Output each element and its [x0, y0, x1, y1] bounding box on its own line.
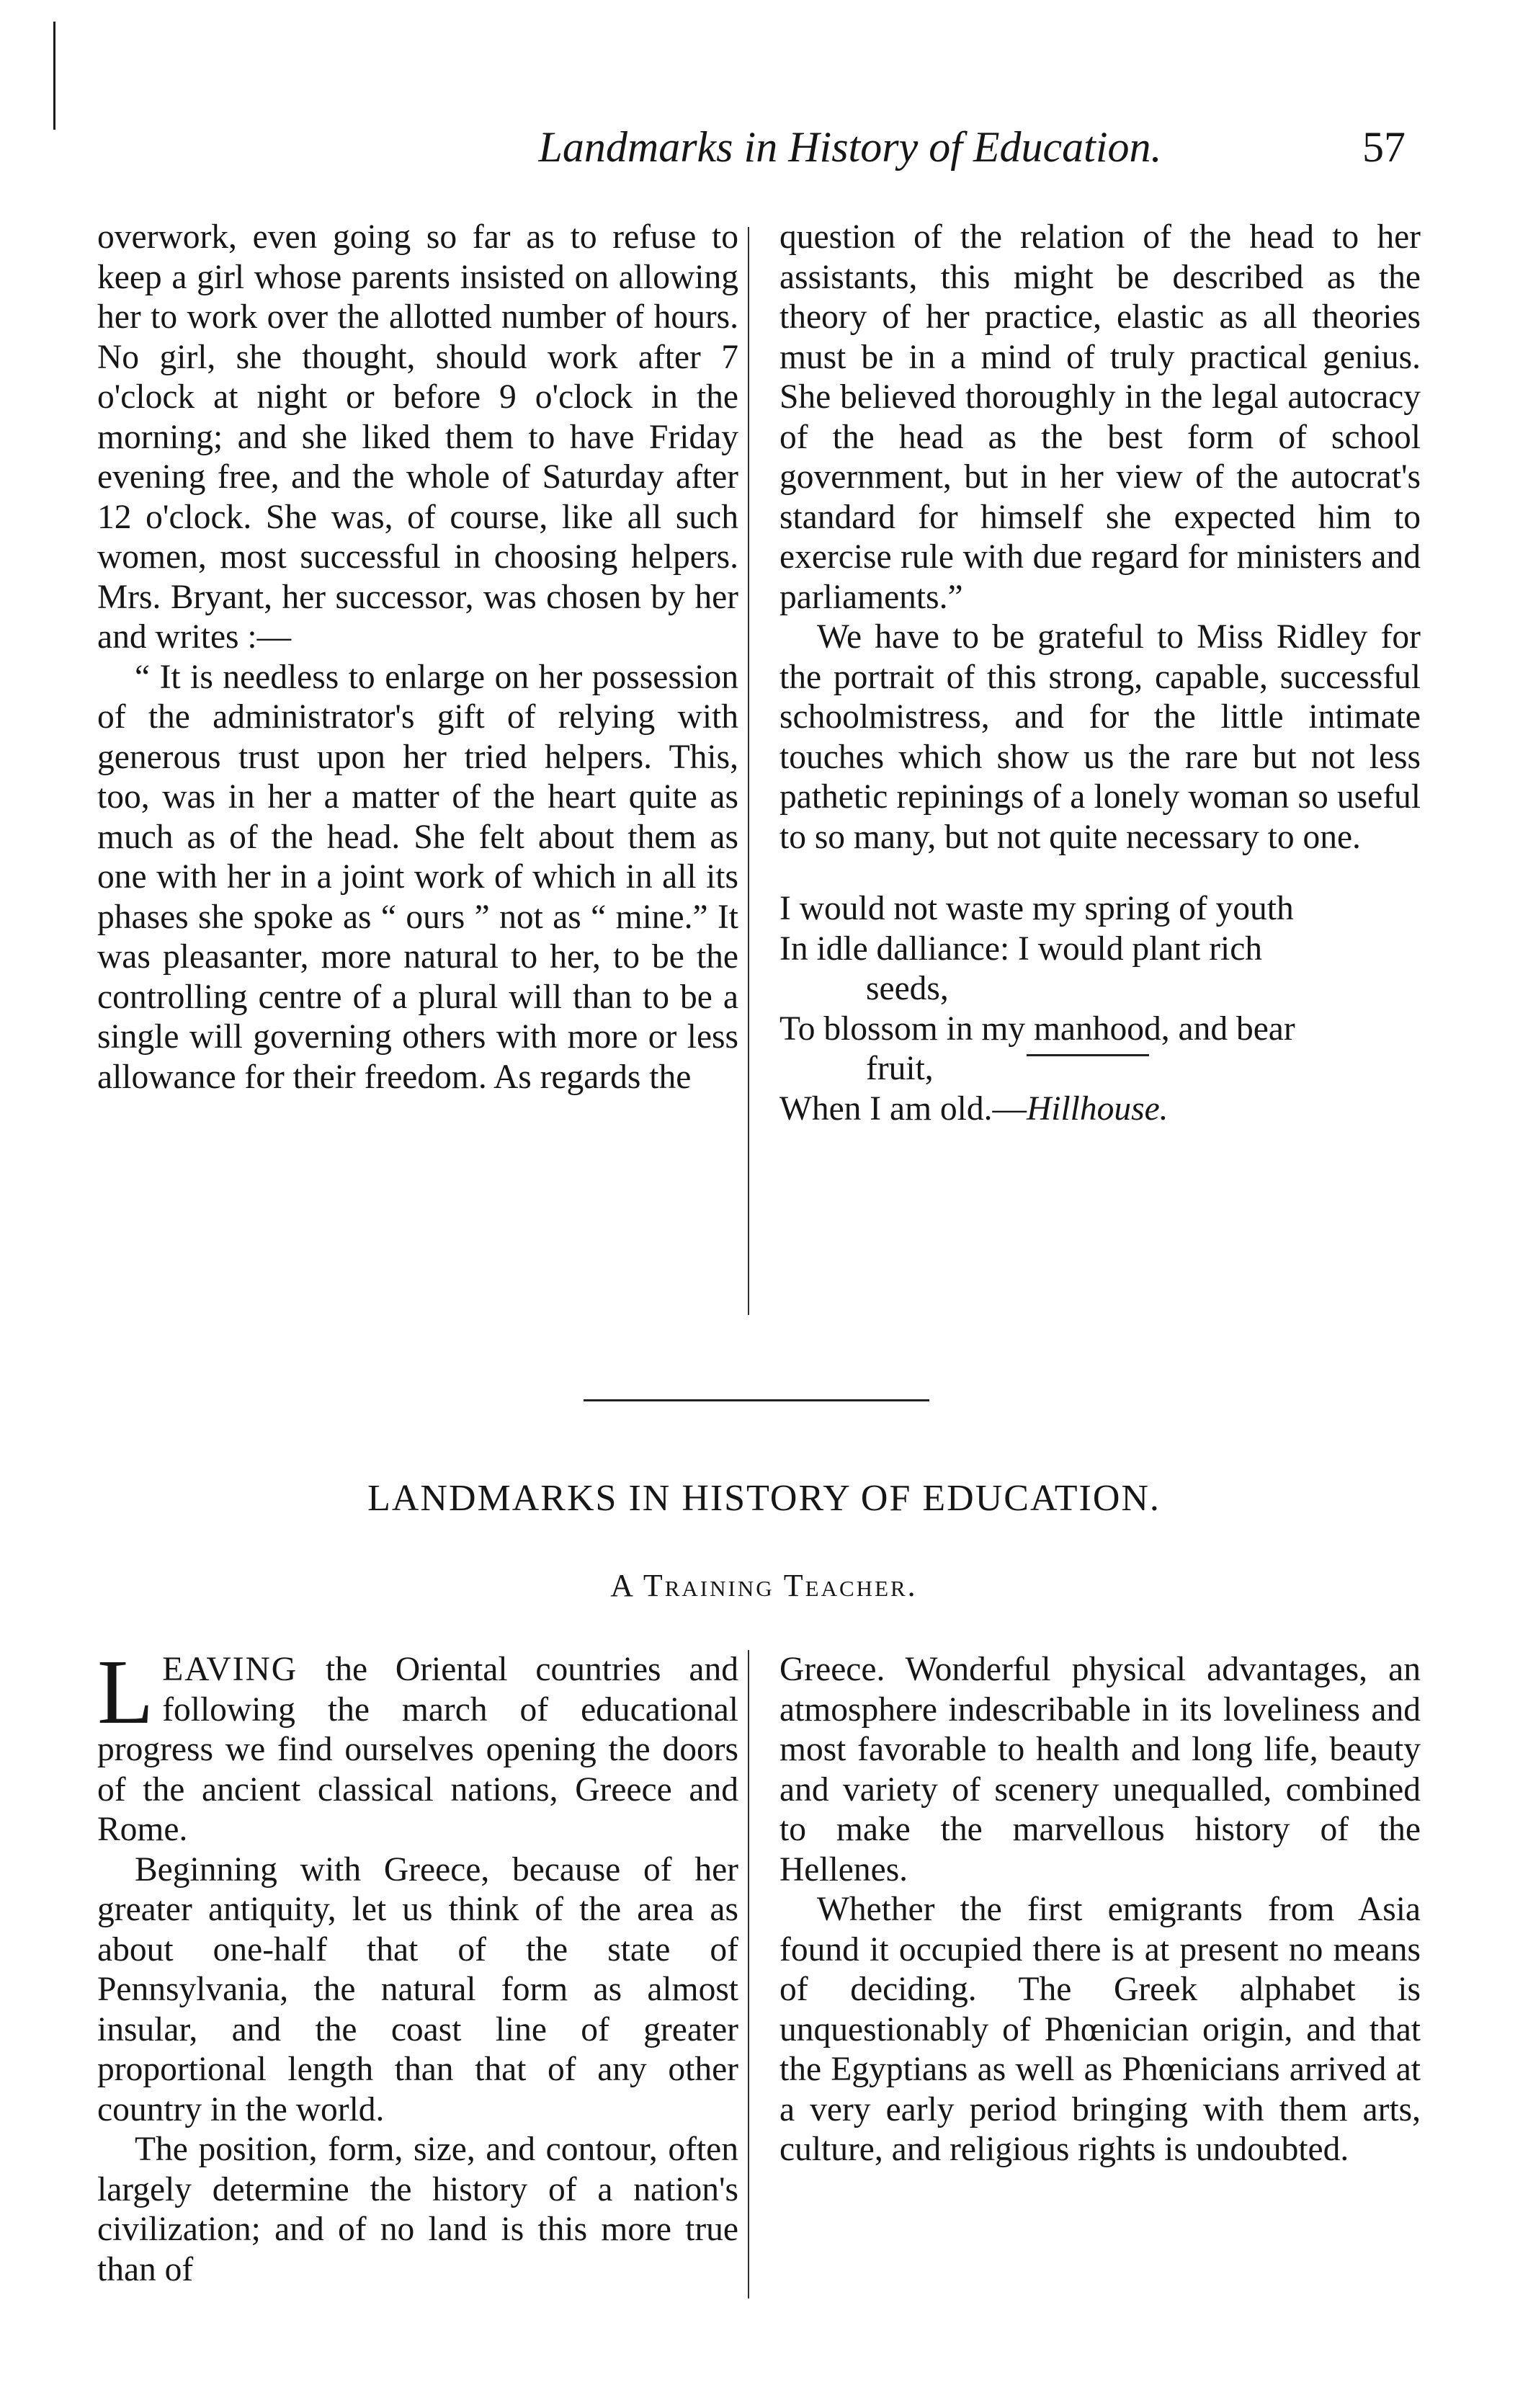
page-header — [86, 108, 1478, 180]
paragraph: Beginning with Greece, because of her greater antiquity, let us think of the area as about one-half that of the state of Pennsylvania, the natural form as almost insular, and the coast line of greater proportional length than that of any other country in the world. — [97, 1850, 738, 2128]
poem-line: I would not waste my spring of youth — [779, 890, 1294, 927]
poem-line-continuation: fruit, — [866, 1050, 934, 1087]
upper-right-column — [779, 218, 1421, 1129]
paragraph-text: the Oriental countries and following the march of educational progress we find ourselves opening the doors of the ancient classical nations, Greece and Rome. — [97, 1651, 738, 1848]
lower-left-column — [97, 1641, 738, 2290]
upper-left-column — [97, 218, 738, 1097]
running-title: Landmarks in History of Education. — [538, 123, 1162, 171]
poem-line — [779, 1089, 1421, 1130]
lower-right-column — [779, 1650, 1421, 2170]
drop-cap: L — [97, 1641, 154, 1743]
paragraph: Whether the first emigrants from Asia found it occupied there is at present no means of deciding. The Greek alphabet is unquestionably of Phœnician origin, and that the Egyptians as well as Phœnicians arrived at a very early period bringing with them arts, culture, and religious rights is undoubted. — [779, 1891, 1421, 2168]
section-title: LANDMARKS IN HISTORY OF EDUCATION. — [367, 1478, 1161, 1519]
column-divider — [748, 227, 749, 1315]
spacer — [779, 857, 1421, 889]
poem-line-text: When I am old.— — [779, 1089, 1027, 1128]
poem-line: To blossom in my manhood, and bear — [779, 1009, 1295, 1048]
section-separator-rule — [584, 1399, 929, 1401]
page-number: 57 — [1362, 123, 1406, 171]
paragraph: “ It is needless to enlarge on her possession of the administrator's gift of relying with generous trust upon her tried helpers. This, too, was in her a matter of the heart quite as much as of the head. She felt about them as one with her in a joint work of which in all its phases she spoke as “ ours ” not as “ mine.” It was pleasanter, more natural to her, to be the controlling centre of a plural will than to be a single will governing others with more or less allowance for their freedom. As regards the — [97, 658, 738, 1096]
short-separator-rule — [1027, 1054, 1149, 1056]
paragraph: The position, form, size, and contour, often largely determine the history of a nation's civilization; and of no land is this more true than of — [97, 2131, 738, 2288]
poem-line: In idle dalliance: I would plant rich — [779, 929, 1263, 968]
lead-word: EAVING — [162, 1651, 298, 1688]
poem-line-continuation: seeds, — [866, 970, 949, 1007]
column-divider — [748, 1650, 749, 2298]
section-subtitle: A Training Teacher. — [610, 1568, 918, 1603]
poem-author: Hillhouse. — [1026, 1089, 1169, 1128]
paragraph: Greece. Wonderful physical advantages, an atmosphere indescribable in its loveliness and most favorable to health and long life, beauty and variety of scenery unequalled, combined to make the marvellous history of the Hellenes. — [779, 1651, 1421, 1889]
paragraph: overwork, even going so far as to refuse to keep a girl whose parents insisted on allowing her to work over the allotted number of hours. No girl, she thought, should work after 7 o'clock at night or before 9 o'clock in the morning; and she liked them to have Friday evening free, and the whole of Saturday after 12 o'clock. She was, of course, like all such women, most successful in choosing helpers. Mrs. Bryant, her successor, was chosen by her and writes :— — [97, 218, 738, 656]
poem — [779, 889, 1421, 1129]
margin-mark — [53, 22, 55, 130]
paragraph: question of the relation of the head to her assistants, this might be described as the theory of her practice, elastic as all theories must be in a mind of truly practical genius. She believed thoroughly in the legal autocracy of the head as the best form of school government, but in her view of the autocrat's standard for himself she expected him to exercise rule with due regard for ministers and parliaments.” — [779, 218, 1421, 616]
paragraph — [97, 1641, 738, 1850]
paragraph: We have to be grateful to Miss Ridley for the portrait of this strong, capable, successful schoolmistress, and for the little intimate touches which show us the rare but not less pathetic repinings of a lonely woman so useful to so many, but not quite necessary to one. — [779, 618, 1421, 856]
